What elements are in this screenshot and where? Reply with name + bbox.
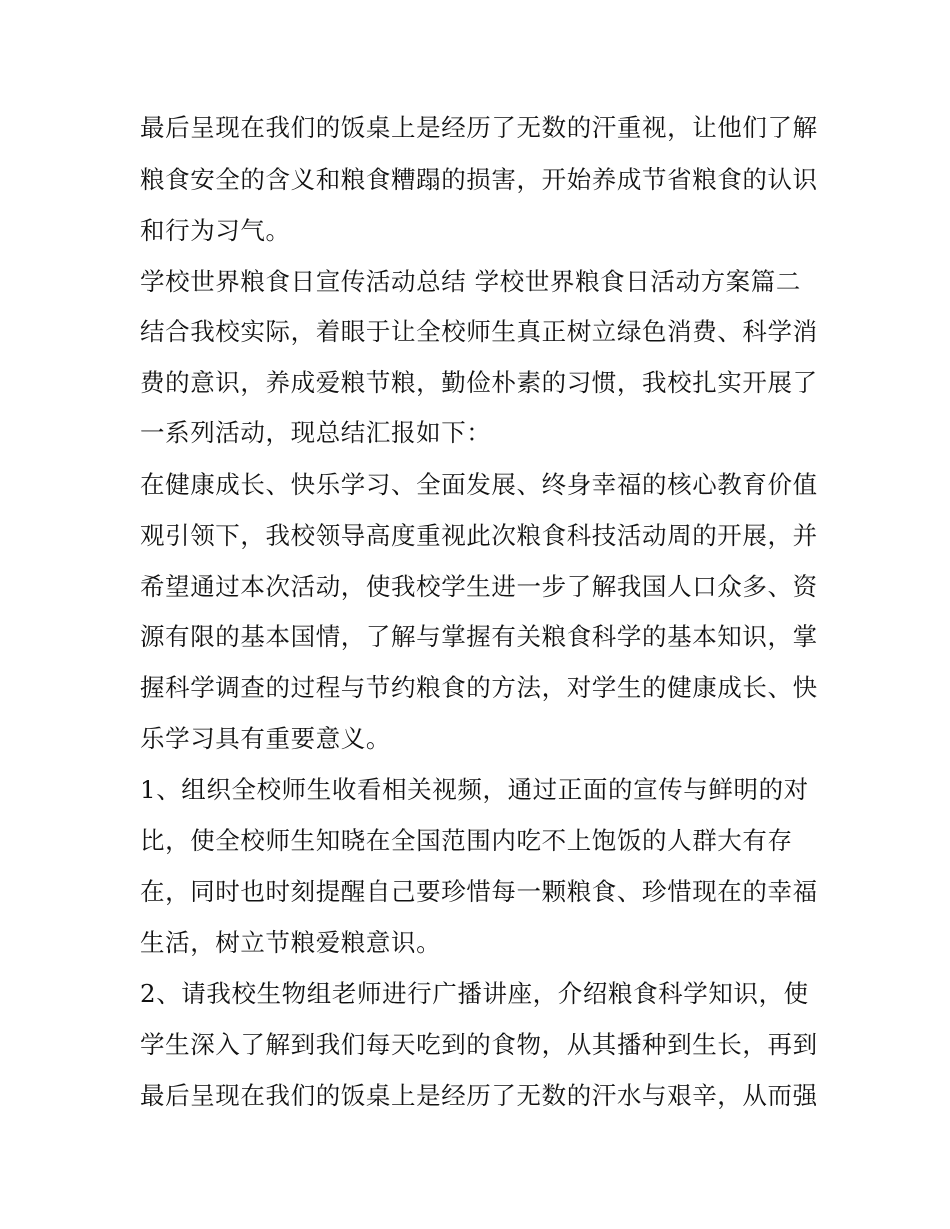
text-line: 乐学习具有重要意义。 [140,724,391,753]
text-line: 结合我校实际，着眼于让全校师生真正树立绿色消费、科学消 [140,317,818,346]
text-line: 学生深入了解到我们每天吃到的食物，从其播种到生长，再到 [140,1030,818,1059]
text-line: 观引领下，我校领导高度重视此次粮食科技活动周的开展，并 [140,521,818,550]
text-line: 一系列活动，现总结汇报如下： [140,418,492,447]
text-line: 在健康成长、快乐学习、全面发展、终身幸福的核心教育价值 [140,470,818,499]
text-line: 握科学调查的过程与节约粮食的方法，对学生的健康成长、快 [140,673,818,702]
text-line: 和行为习气。 [140,216,291,245]
text-line: 希望通过本次活动，使我校学生进一步了解我国人口众多、资 [140,572,818,601]
text-line: 费的意识，养成爱粮节粮，勤俭朴素的习惯，我校扎实开展了 [140,368,818,397]
section-heading: 学校世界粮食日宣传活动总结 学校世界粮食日活动方案篇二 [140,267,801,296]
list-item-text: 1、组织全校师生收看相关视频，通过正面的宣传与鲜明的对 [140,775,809,804]
list-item-text: 2、请我校生物组老师进行广播讲座，介绍粮食科学知识，使 [140,979,809,1008]
text-line: 最后呈现在我们的饭桌上是经历了无数的汗水与艰辛，从而强 [140,1081,818,1110]
text-line: 粮食安全的含义和粮食糟蹋的损害，开始养成节省粮食的认识 [140,165,818,194]
text-line: 最后呈现在我们的饭桌上是经历了无数的汗重视，让他们了解 [140,113,818,142]
text-line: 比，使全校师生知晓在全国范围内吃不上饱饭的人群大有存 [140,826,793,855]
text-line: 在，同时也时刻提醒自己要珍惜每一颗粮食、珍惜现在的幸福 [140,877,818,906]
text-line: 源有限的基本国情，了解与掌握有关粮食科学的基本知识，掌 [140,622,818,651]
text-line: 生活，树立节粮爱粮意识。 [140,928,442,957]
